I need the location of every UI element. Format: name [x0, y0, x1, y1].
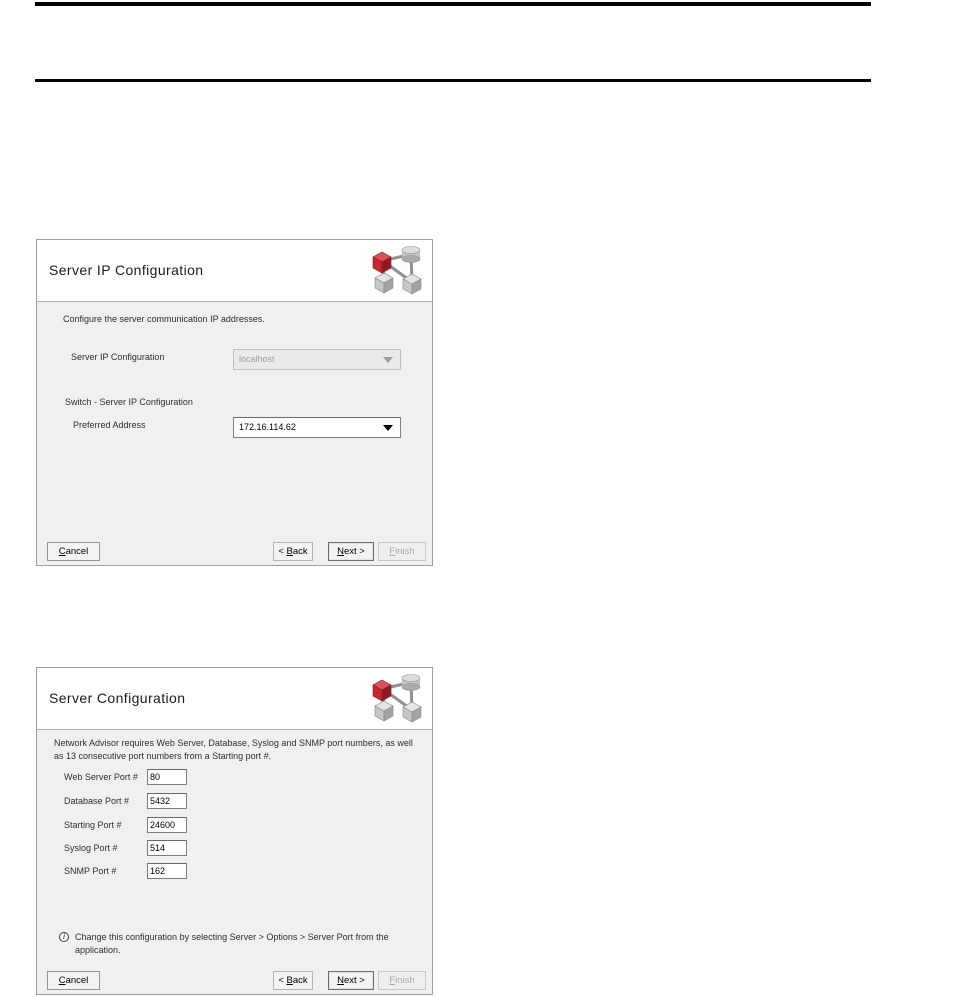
- port-row: [37, 793, 432, 809]
- dialog-title: Server IP Configuration: [49, 262, 204, 278]
- dialog-header: [37, 668, 432, 730]
- web-server-port-label: Web Server Port #: [64, 772, 138, 782]
- back-button[interactable]: < Back: [273, 971, 313, 990]
- syslog-port-label: Syslog Port #: [64, 843, 118, 853]
- header-rule-top: [35, 2, 871, 6]
- intro-text-line2: as 13 consecutive port numbers from a Starting port #.: [54, 751, 272, 761]
- next-button[interactable]: Next >: [328, 971, 374, 990]
- cancel-button[interactable]: Cancel: [47, 542, 100, 561]
- database-port-input[interactable]: [147, 793, 187, 809]
- note-text-line1: Change this configuration by selecting Server > Options > Server Port from the: [75, 932, 389, 942]
- port-row: [37, 840, 432, 856]
- chevron-down-icon: [383, 425, 393, 431]
- preferred-address-value: 172.16.114.62: [239, 422, 296, 432]
- web-server-port-input[interactable]: [147, 769, 187, 785]
- back-button[interactable]: < Back: [273, 542, 313, 561]
- server-ip-dropdown-value: localhost: [239, 354, 275, 364]
- chevron-down-icon: [383, 357, 393, 363]
- port-row: [37, 817, 432, 833]
- preferred-address-label: Preferred Address: [73, 420, 146, 430]
- intro-text-line1: Network Advisor requires Web Server, Database, Syslog and SNMP port numbers, as well: [54, 738, 413, 748]
- snmp-port-label: SNMP Port #: [64, 866, 117, 876]
- dialog-header: [37, 240, 432, 302]
- server-configuration-dialog: [36, 667, 433, 995]
- dialog-title: Server Configuration: [49, 690, 186, 706]
- starting-port-input[interactable]: [147, 817, 187, 833]
- intro-text: Configure the server communication IP addresses.: [63, 314, 265, 324]
- database-port-label: Database Port #: [64, 796, 130, 806]
- note-text-line2: application.: [75, 945, 121, 955]
- next-button[interactable]: Next >: [328, 542, 374, 561]
- starting-port-label: Starting Port #: [64, 820, 122, 830]
- header-rule-bottom: [35, 79, 871, 82]
- server-ip-dropdown: [233, 349, 401, 370]
- preferred-address-dropdown[interactable]: [233, 417, 401, 438]
- finish-button: Finish: [378, 542, 426, 561]
- snmp-port-input[interactable]: [147, 863, 187, 879]
- syslog-port-input[interactable]: [147, 840, 187, 856]
- info-icon: [59, 932, 69, 942]
- cancel-button[interactable]: Cancel: [47, 971, 100, 990]
- network-nodes-icon: [371, 672, 425, 724]
- port-row: [37, 863, 432, 879]
- switch-section-label: Switch - Server IP Configuration: [65, 397, 193, 407]
- network-nodes-icon: [371, 244, 425, 296]
- port-row: [37, 769, 432, 785]
- finish-button: Finish: [378, 971, 426, 990]
- server-ip-label: Server IP Configuration: [71, 352, 165, 362]
- server-ip-configuration-dialog: [36, 239, 433, 566]
